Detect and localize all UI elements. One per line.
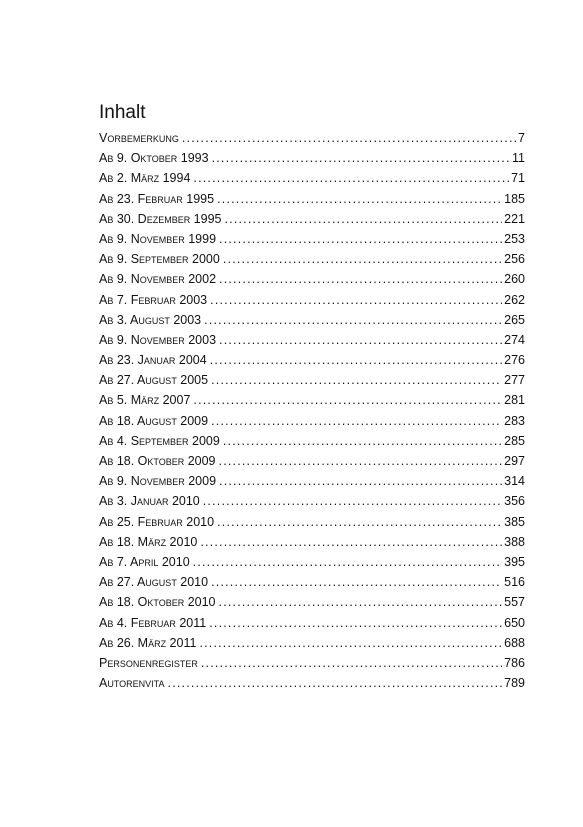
toc-entry-page-number: 7: [518, 131, 525, 145]
toc-entry-label: Ab 9. November 2002: [99, 272, 217, 287]
toc-entry[interactable]: [99, 249, 525, 269]
toc-entry-page-number: 253: [504, 231, 525, 246]
toc-entry-label: Ab 30. Dezember 1995: [99, 211, 222, 226]
toc-entry-label: Ab 25. Februar 2010: [99, 514, 215, 529]
toc-entry-page-number: 789: [504, 676, 525, 691]
toc-entry[interactable]: [99, 310, 525, 330]
toc-entry-label: Ab 5. März 2007: [99, 393, 191, 408]
toc-dot-leader: [193, 168, 509, 188]
toc-entry-page-number: 71: [511, 171, 525, 186]
toc-dot-leader: [204, 310, 502, 330]
toc-entry-label: Ab 9. November 2009: [99, 474, 217, 489]
toc-dot-leader: [219, 269, 502, 289]
toc-entry[interactable]: [99, 290, 525, 310]
toc-entry-label: Ab 18. Oktober 2010: [99, 595, 216, 610]
toc-dot-leader: [210, 290, 502, 310]
toc-entry-page-number: 11: [512, 151, 525, 166]
toc-entry-page-number: 297: [504, 454, 525, 468]
toc-dot-leader: [200, 532, 502, 552]
toc-entry-label: Ab 18. März 2010: [99, 534, 198, 549]
toc-entry-label: Ab 3. Januar 2010: [99, 494, 200, 509]
toc-dot-leader: [211, 370, 502, 390]
toc-entry-page-number: 356: [504, 494, 525, 509]
toc-dot-leader: [219, 451, 503, 471]
toc-entry[interactable]: [99, 532, 525, 552]
toc-entry-label: Ab 27. August 2005: [99, 373, 209, 388]
toc-entry[interactable]: [99, 269, 525, 289]
toc-entry-label: Ab 9. November 2003: [99, 332, 217, 347]
toc-entry-page-number: 385: [504, 514, 525, 529]
toc-entry-page-number: 276: [504, 353, 525, 368]
toc-entry[interactable]: [99, 451, 525, 471]
toc-entry-label: Ab 23. Januar 2004: [99, 353, 207, 368]
toc-entry-label: Ab 18. Oktober 2009: [99, 454, 216, 468]
toc-entry[interactable]: [99, 330, 525, 350]
toc-dot-leader: [201, 653, 502, 673]
toc-entry-page-number: 314: [504, 474, 525, 489]
toc-entry-page-number: 516: [504, 575, 525, 590]
toc-entry-page-number: 221: [504, 211, 525, 226]
toc-dot-leader: [219, 592, 503, 612]
toc-entry[interactable]: [99, 491, 525, 511]
toc-entry[interactable]: [99, 411, 525, 431]
toc-dot-leader: [219, 330, 502, 350]
toc-entry[interactable]: [99, 552, 525, 572]
toc-entry-page-number: 256: [504, 252, 525, 267]
toc-entry[interactable]: [99, 471, 525, 491]
toc-entry-page-number: 274: [504, 332, 525, 347]
toc-entry[interactable]: [99, 209, 525, 229]
toc-entry[interactable]: [99, 653, 525, 673]
toc-dot-leader: [193, 390, 502, 410]
toc-entry-page-number: 388: [504, 534, 525, 549]
toc-entry-label: Ab 2. März 1994: [99, 171, 191, 186]
toc-dot-leader: [212, 148, 510, 168]
toc-entry-label: Ab 9. September 2000: [99, 252, 220, 267]
toc-entry[interactable]: [99, 148, 525, 168]
toc-entry[interactable]: [99, 229, 525, 249]
toc-entry-page-number: 786: [504, 655, 525, 670]
toc-entry[interactable]: [99, 189, 525, 209]
toc-entry[interactable]: [99, 592, 525, 612]
toc-dot-leader: [217, 512, 502, 532]
toc-entry-label: Ab 7. April 2010: [99, 554, 190, 569]
toc-entry-label: Autorenvita: [99, 676, 165, 691]
toc-dot-leader: [210, 350, 502, 370]
toc-entry-page-number: 688: [504, 635, 525, 650]
toc-dot-leader: [223, 249, 502, 269]
toc-entry[interactable]: [99, 633, 525, 653]
toc-list: [99, 128, 525, 693]
toc-entry-label: Ab 9. November 1999: [99, 231, 217, 246]
toc-entry[interactable]: [99, 431, 525, 451]
toc-entry-label: Ab 3. August 2003: [99, 312, 202, 327]
toc-dot-leader: [211, 411, 502, 431]
toc-dot-leader: [199, 633, 502, 653]
toc-entry-page-number: 262: [504, 292, 525, 307]
toc-entry-label: Ab 4. Februar 2011: [99, 615, 207, 630]
toc-entry-page-number: 277: [504, 373, 525, 388]
toc-dot-leader: [182, 128, 516, 148]
toc-title: Inhalt: [99, 102, 146, 123]
toc-entry[interactable]: [99, 512, 525, 532]
toc-entry-page-number: 265: [504, 312, 525, 327]
toc-entry-page-number: 185: [504, 191, 525, 206]
toc-entry[interactable]: [99, 613, 525, 633]
toc-entry-page-number: 260: [504, 272, 525, 287]
toc-entry[interactable]: [99, 128, 525, 148]
toc-entry-page-number: 283: [504, 413, 525, 428]
toc-dot-leader: [211, 572, 502, 592]
toc-entry[interactable]: [99, 168, 525, 188]
toc-entry-label: Ab 4. September 2009: [99, 433, 220, 448]
toc-entry-label: Personenregister: [99, 655, 198, 670]
toc-entry-page-number: 395: [504, 554, 525, 569]
toc-entry[interactable]: [99, 390, 525, 410]
toc-dot-leader: [217, 189, 502, 209]
toc-entry-label: Vorbemerkung: [99, 131, 179, 145]
toc-dot-leader: [203, 491, 502, 511]
toc-entry[interactable]: [99, 673, 525, 693]
toc-entry[interactable]: [99, 350, 525, 370]
toc-entry[interactable]: [99, 572, 525, 592]
toc-dot-leader: [193, 552, 502, 572]
toc-entry-label: Ab 18. August 2009: [99, 413, 209, 428]
toc-entry-page-number: 650: [504, 615, 525, 630]
toc-dot-leader: [219, 471, 502, 491]
toc-entry[interactable]: [99, 370, 525, 390]
toc-entry-label: Ab 9. Oktober 1993: [99, 151, 209, 166]
toc-dot-leader: [224, 209, 502, 229]
toc-entry-page-number: 557: [504, 595, 525, 610]
toc-dot-leader: [209, 613, 502, 633]
toc-entry-label: Ab 27. August 2010: [99, 575, 209, 590]
toc-entry-label: Ab 7. Februar 2003: [99, 292, 208, 307]
toc-entry-label: Ab 26. März 2011: [99, 635, 197, 650]
toc-entry-page-number: 281: [504, 393, 525, 408]
toc-entry-page-number: 285: [504, 433, 525, 448]
toc-entry-label: Ab 23. Februar 1995: [99, 191, 215, 206]
toc-dot-leader: [223, 431, 502, 451]
toc-dot-leader: [219, 229, 502, 249]
toc-dot-leader: [168, 673, 503, 693]
